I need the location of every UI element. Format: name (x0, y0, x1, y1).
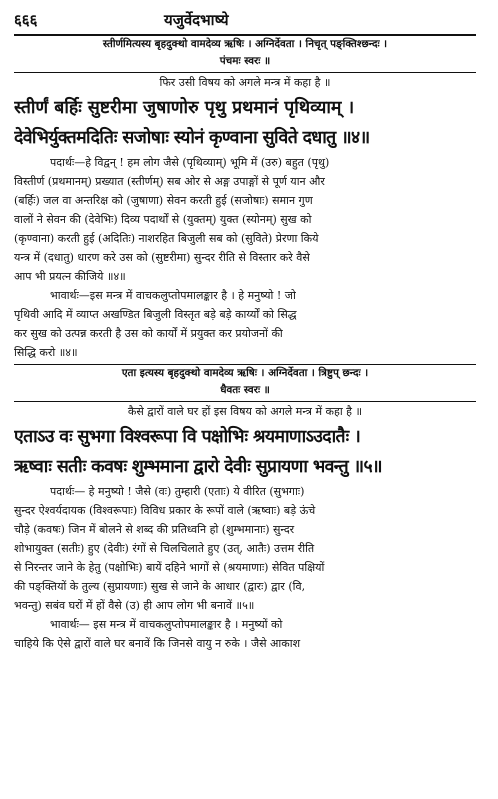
section-intro: फिर उसी विषय को अगले मन्त्र में कहा है ॥ (159, 76, 331, 89)
bhavartha-line: भावार्थः— इस मन्त्र में वाचकलुप्तोपमालङ्कार है । मनुष्यों को (50, 618, 283, 631)
section-intro: कैसे द्वारों वाले घर हों इस विषय को अगले मन्त्र में कहा है ॥ (127, 405, 363, 418)
mantra-line: ऋष्वाः सतीः कवषः शुम्भमाना द्वारो देवीः सुप्रायणा भवन्तु ॥५॥ (14, 456, 382, 477)
bhavartha-line: कर सुख को उत्पन्न करती है उस को कार्यों में प्रयुक्त कर प्रयोजनों की (14, 327, 283, 340)
padartha-line: यन्त्र में (दधातु) धारण करे उस को (सुष्टरीमा) सुन्दर रीति से विस्तार करे वैसे (14, 251, 310, 264)
page-header (14, 10, 476, 32)
rishi-devata-line: स्तीर्णमित्यस्य बृहदुक्थो वामदेव्य ऋषिः । अग्निर्देवता । निचृत् पङ्क्तिश्छन्दः । (102, 38, 388, 50)
bhavartha-line: पृथिवी आदि में व्याप्त अखण्डित बिजुली विस्तृत बड़े बड़े कार्य्यों को सिद्ध (14, 308, 297, 321)
padartha-line: सुन्दर ऐश्वर्यदायक (विश्वरूपाः) विविध प्रकार के रूपों वाले (ऋष्वाः) बड़े ऊंचे (14, 504, 316, 517)
bhavartha-line: चाहिये कि ऐसे द्वारों वाले घर बनावें कि जिनसे वायु न रुके । जैसे आकाश (14, 637, 301, 650)
padartha-line: की पङ्क्तियों के तुल्य (सुप्रायणाः) सुख से जाने के आधार (द्वारः) द्वार (वि, (14, 580, 306, 593)
padartha-line: चौड़े (कवषः) जिन में बोलने से शब्द की प्रतिध्वनि हो (शुम्भमानाः) सुन्दर (14, 523, 295, 536)
padartha-line: पदार्थः— हे मनुष्यो ! जैसे (वः) तुम्हारी (एताः) ये वीरित (सुभगाः) (50, 485, 305, 498)
padartha-line: से निरन्तर जाने के हेतु (पक्षोभिः) बायें दहिने भागों से (श्रयमाणाः) सेवित पक्षियों (14, 561, 325, 574)
mantra-line: देवेभिर्युक्तमदितिः सजोषाः स्योनं कृण्वाना सुविते दधातु ॥४॥ (14, 127, 370, 148)
svara-line: धैवतः स्वरः ॥ (220, 384, 270, 396)
svara-line: पंचमः स्वरः ॥ (219, 55, 271, 67)
rishi-devata-line: एता इत्यस्य बृहदुक्थो वामदेव्य ऋषिः । अग्निर्देवता । त्रिष्टुप् छन्दः । (121, 367, 369, 379)
page-number: ६६६ (14, 11, 38, 29)
mantra-line: एताऽउ वः सुभगा विश्वरूपा वि पक्षोभिः श्रयमाणाऽउदातैः । (14, 426, 361, 447)
padartha-line: (बर्हिः) जल वा अन्तरिक्ष को (जुषाणा) सेवन करती हुई (सजोषाः) समान गुण (14, 194, 313, 207)
padartha-line: (कृण्वाना) करती हुई (अदितिः) नाशरहित बिजुली सब को (सुविते) प्रेरणा किये (14, 232, 319, 245)
padartha-line: शोभायुक्त (सतीः) हुए (देवीः) रंगों से चिलचिलाते हुए (उत्, आतैः) उत्तम रीति (14, 542, 315, 555)
padartha-line: भवन्तु) सबंव घरों में हों वैसे (उ) ही आप लोग भी बनावें ॥५॥ (14, 599, 255, 612)
padartha-line: आप भी प्रयत्न कीजिये ॥४॥ (14, 270, 126, 283)
padartha-line: वालों ने सेवन की (देवेभिः) दिव्य पदार्थों से (युक्तम्) युक्त (स्योनम्) सुख को (14, 213, 312, 226)
bhavartha-line: भावार्थः—इस मन्त्र में वाचकलुप्तोपमालङ्कार है । हे मनुष्यो ! जो (50, 289, 296, 302)
padartha-line: पदार्थः—हे विद्वन् ! हम लोग जैसे (पृथिव्याम्) भूमि में (उरु) बहुत (पृथु) (50, 156, 330, 169)
padartha-line: विस्तीर्ण (प्रथमानम्) प्रख्यात (स्तीर्णम्) सब ओर से अङ्ग उपाङ्गों से पूर्ण यान और (14, 175, 325, 188)
mantra-line: स्तीर्णं बर्हिः सुष्टरीमा जुषाणोरु पृथु प्रथमानं पृथिव्याम् । (14, 97, 355, 118)
bhavartha-line: सिद्धि करो ॥४॥ (14, 346, 78, 359)
running-title: यजुर्वेदभाष्ये (164, 11, 229, 29)
